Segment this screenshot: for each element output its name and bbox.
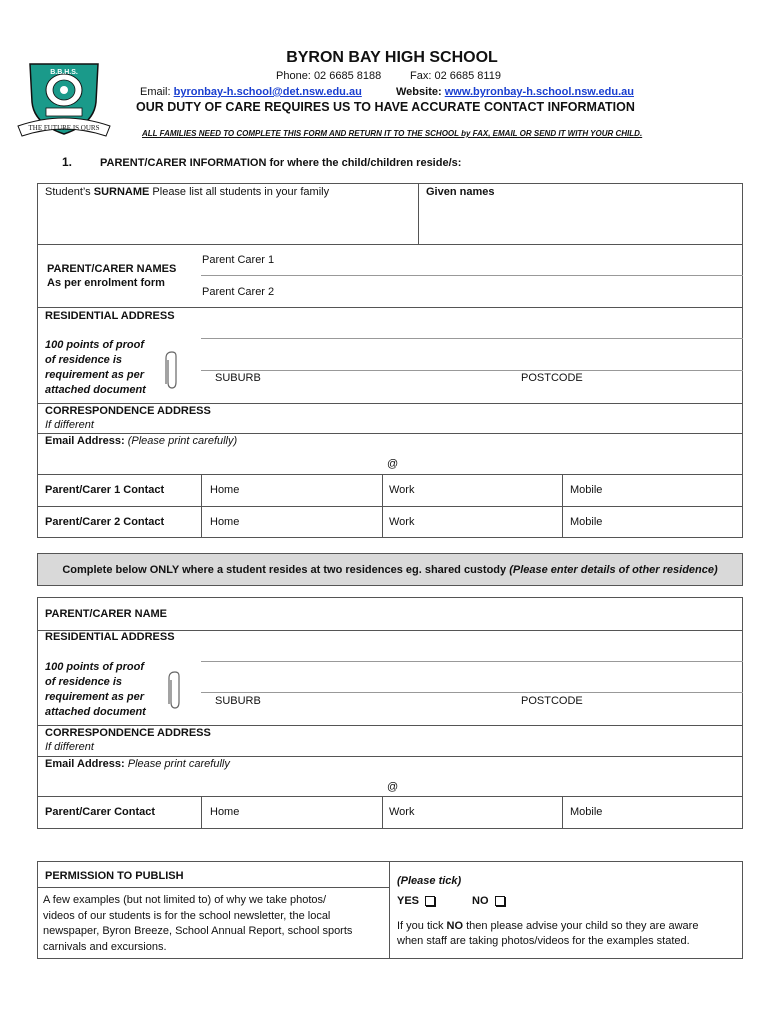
email-link[interactable]: byronbay-h.school@det.nsw.edu.au xyxy=(173,86,362,98)
contact1-work[interactable]: Work xyxy=(389,484,415,496)
student-surname-input[interactable] xyxy=(38,200,417,243)
correspondence-input[interactable] xyxy=(240,405,740,431)
residential-address-label: RESIDENTIAL ADDRESS xyxy=(45,310,175,322)
residential-address-input-2[interactable] xyxy=(202,633,742,691)
duty-of-care-subtitle: OUR DUTY OF CARE REQUIRES US TO HAVE ACCURATE CONTACT INFORMATION xyxy=(136,100,635,114)
website-line: Website: www.byronbay-h.school.nsw.edu.au xyxy=(396,86,634,98)
proof-note: 100 points of proof of residence is requirement as per attached document xyxy=(45,339,146,396)
if-different-label-2: If different xyxy=(45,741,94,753)
fax-line: Fax: 02 6685 8119 xyxy=(410,70,501,82)
permission-heading: PERMISSION TO PUBLISH xyxy=(45,870,184,882)
parent-carer-2-input[interactable] xyxy=(290,280,740,304)
shared-custody-banner: Complete below ONLY where a student resides at two residences eg. shared custody (Please enter details of other residence) xyxy=(37,553,743,586)
student-surname-label: Student’s SURNAME Please list all students in your family xyxy=(45,186,330,198)
correspondence-label-2: CORRESPONDENCE ADDRESS xyxy=(45,727,211,739)
suburb-label-2: SUBURB xyxy=(215,695,261,707)
parent-name-label-2: PARENT/CARER NAME xyxy=(45,608,168,620)
parent-carer-1-label: Parent Carer 1 xyxy=(202,254,275,266)
contact-mobile-2[interactable]: Mobile xyxy=(570,806,603,818)
residential-address-input[interactable] xyxy=(202,310,742,370)
postcode-label: POSTCODE xyxy=(521,372,583,384)
contact1-label: Parent/Carer 1 Contact xyxy=(45,484,165,496)
permission-body: A few examples (but not limited to) of why we take photos/ videos of our students is for the school newsletter, the local newspaper, Byron Breeze, School Annual Report, school sports carnivals and excursions. xyxy=(43,894,353,953)
correspondence-label: CORRESPONDENCE ADDRESS xyxy=(45,405,211,417)
email-address-label: Email Address: (Please print carefully) xyxy=(45,435,238,447)
no-option[interactable]: NO xyxy=(472,895,505,907)
parent-carer-2-label: Parent Carer 2 xyxy=(202,286,275,298)
section-number: 1. xyxy=(62,155,73,169)
parent-name-input-2[interactable] xyxy=(200,600,740,628)
contact2-home[interactable]: Home xyxy=(210,516,240,528)
yes-checkbox[interactable] xyxy=(425,896,435,906)
at-sign: @ xyxy=(387,458,399,470)
paperclip-icon xyxy=(166,670,182,715)
website-link[interactable]: www.byronbay-h.school.nsw.edu.au xyxy=(444,86,634,98)
email-line: Email: byronbay-h.school@det.nsw.edu.au xyxy=(140,86,362,98)
correspondence-input-2[interactable] xyxy=(240,727,740,754)
permission-note: If you tick NO then please advise your child so they are aware when staff are taking photos/videos for the examples stated. xyxy=(397,920,699,947)
phone-line: Phone: 02 6685 8188 xyxy=(276,70,382,82)
given-names-label: Given names xyxy=(426,186,495,198)
contact-work-2[interactable]: Work xyxy=(389,806,415,818)
contact1-home[interactable]: Home xyxy=(210,484,240,496)
parent-names-sub: As per enrolment form xyxy=(47,277,165,289)
email-input[interactable] xyxy=(40,450,740,472)
no-checkbox[interactable] xyxy=(495,896,505,906)
school-name: BYRON BAY HIGH SCHOOL xyxy=(286,49,498,66)
postcode-label-2: POSTCODE xyxy=(521,695,583,707)
residential-address-label-2: RESIDENTIAL ADDRESS xyxy=(45,631,175,643)
if-different-label: If different xyxy=(45,419,94,431)
contact-label-2: Parent/Carer Contact xyxy=(45,806,156,818)
contact2-label: Parent/Carer 2 Contact xyxy=(45,516,165,528)
email-address-label-2: Email Address: Please print carefully xyxy=(45,758,230,770)
please-tick-label: (Please tick) xyxy=(397,875,462,887)
contact1-mobile[interactable]: Mobile xyxy=(570,484,603,496)
contact-home-2[interactable]: Home xyxy=(210,806,240,818)
contact2-work[interactable]: Work xyxy=(389,516,415,528)
school-logo xyxy=(16,56,112,142)
parent-carer-1-input[interactable] xyxy=(290,248,740,272)
parent-names-label: PARENT/CARER NAMES xyxy=(47,263,177,275)
yes-option[interactable]: YES xyxy=(397,895,435,907)
svg-text:B.B.H.S.: B.B.H.S. xyxy=(50,69,78,76)
instruction-text: ALL FAMILIES NEED TO COMPLETE THIS FORM AND RETURN IT TO THE SCHOOL by FAX, EMAIL OR SEND IT WITH YOUR CHILD. xyxy=(142,129,643,138)
paperclip-icon xyxy=(163,350,179,395)
suburb-label: SUBURB xyxy=(215,372,261,384)
svg-text:THE FUTURE IS OURS: THE FUTURE IS OURS xyxy=(28,124,100,132)
contact2-mobile[interactable]: Mobile xyxy=(570,516,603,528)
proof-note-2: 100 points of proof of residence is requirement as per attached document xyxy=(45,661,146,718)
at-sign-2: @ xyxy=(387,781,399,793)
section-heading: PARENT/CARER INFORMATION for where the child/children reside/s: xyxy=(100,157,462,169)
email-input-2[interactable] xyxy=(40,772,740,794)
given-names-input[interactable] xyxy=(419,200,742,243)
